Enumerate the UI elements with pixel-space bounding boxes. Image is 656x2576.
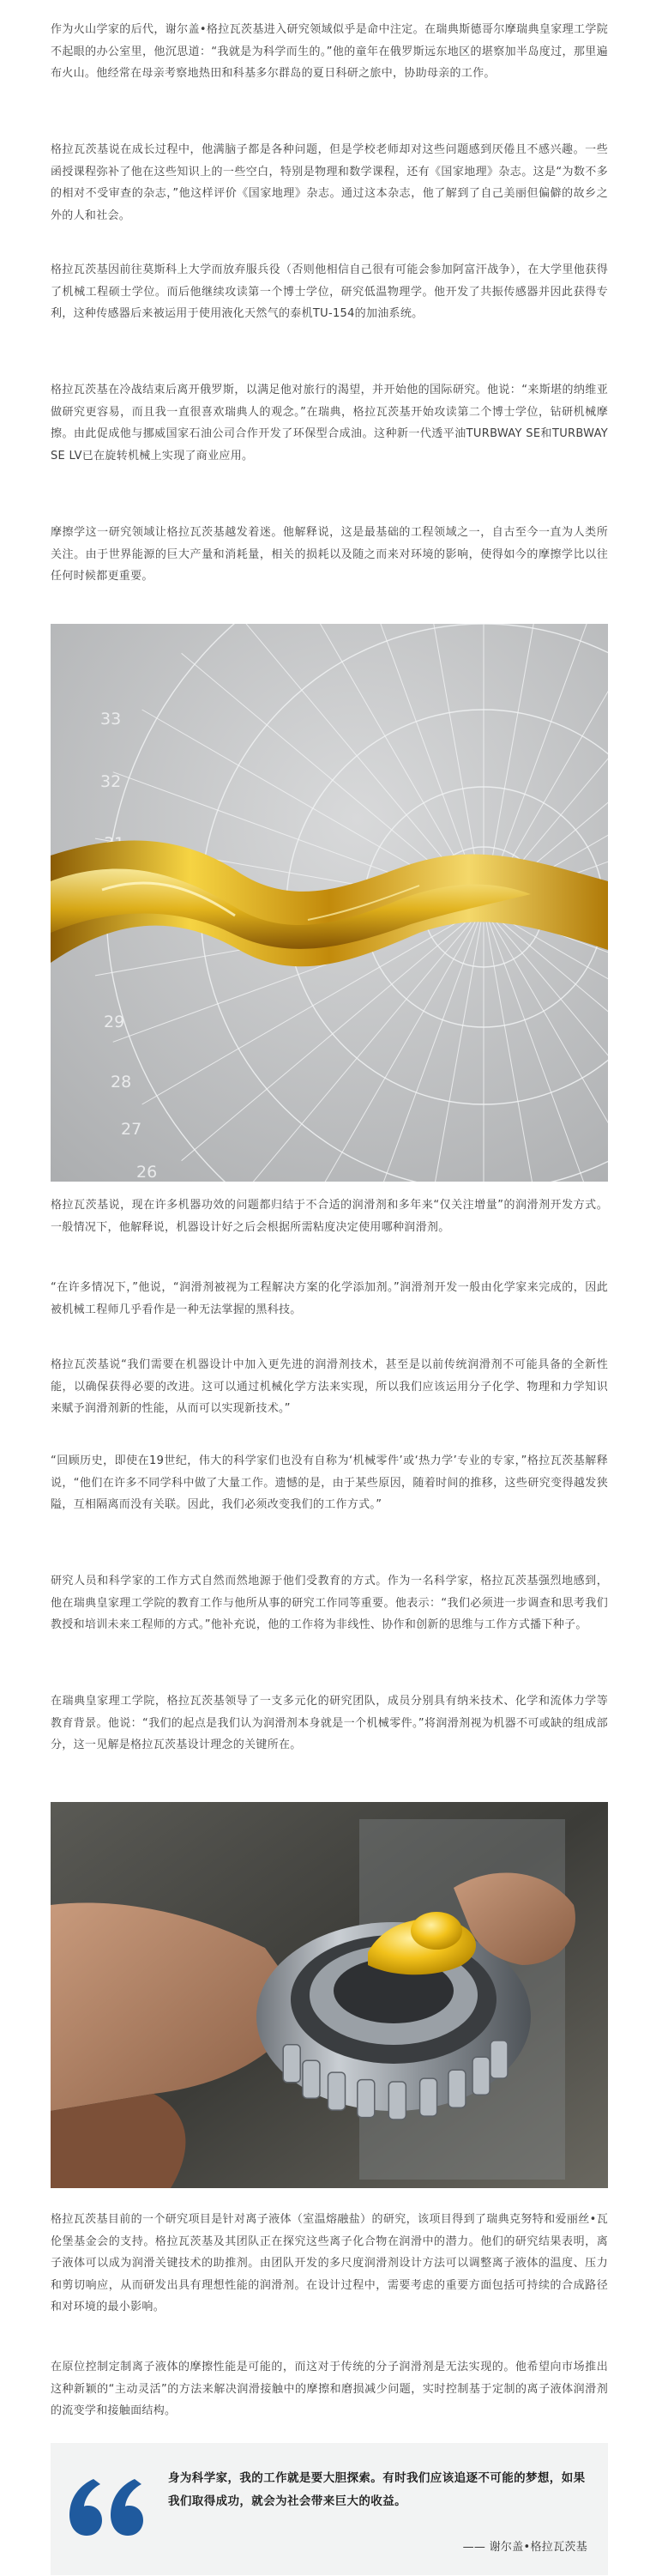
paragraph: 研究人员和科学家的工作方式自然而然地源于他们受教育的方式。作为一名科学家，格拉瓦茨基强烈地感到，他在瑞典皇家理工学院的教育工作与他所从事的研究工作同等重要。他表示：“我们必须进一步调查和思考我们教授和培训未来工程师的方式。”他补充说，他的工作将为非线性、协作和创新的思维与工作方式播下种子。 [51,1575,608,1631]
quote-mark-icon [68,2477,145,2537]
paragraph: 在原位控制定制离子液体的摩擦性能是可能的，而这对于传统的分子润滑剂是无法实现的。他希望向市场推出这种新颖的“主动灵活”的方法来解决润滑接触中的摩擦和磨损减少问题，实时控制基于定制的离子液体润滑剂的流变学和接触面结构。 [51,2361,608,2417]
paragraph: 格拉瓦茨基说“我们需要在机器设计中加入更先进的润滑剂技术，甚至是以前传统润滑剂不可能具备的全新性能，以确保获得必要的改进。这可以通过机械化学方法来实现，所以我们应该运用分子化学、物理和力学知识来赋予润滑剂新的性能，从而可以实现新技术。” [51,1358,608,1415]
gauge-number: 32 [100,772,122,791]
bearing-roller [358,2080,375,2118]
paragraph: 格拉瓦茨基因前往莫斯科上大学而放弃服兵役（否则他相信自己很有可能会参加阿富汗战争），在大学里他获得了机械工程硕士学位。而后他继续攻读第一个博士学位，研究低温物理学。他开发了共振传感器并因此获得专利，这种传感器后来被运用于使用液化天然气的泰机TU-154的加油系统。 [51,263,608,320]
bearing-roller [283,2045,300,2083]
pull-quote [51,2443,608,2575]
quote-text: 身为科学家，我的工作就是要大胆探索。有时我们应该追逐不可能的梦想，如果我们取得成功，就会为社会带来巨大的收益。 [168,2471,586,2508]
paragraph: 作为火山学家的后代，谢尔盖•格拉瓦茨基进入研究领域似乎是命中注定。在瑞典斯德哥尔摩瑞典皇家理工学院不起眼的办公室里，他沉思道：“我就是为科学而生的。”他的童年在俄罗斯远东地区的堪察加半岛度过，那里遍布火山。他经常在母亲考察地热田和科基多尔群岛的夏日科研之旅中，协助母亲的工作。 [51,23,608,80]
bearing-roller [420,2078,437,2116]
bearing-roller [490,2041,508,2078]
paragraph: 摩擦学这一研究领域让格拉瓦茨基越发着迷。他解释说，这是最基础的工程领域之一，自古至今一直为人类所关注。由于世界能源的巨大产量和消耗量，相关的损耗以及随之而来对环境的影响，使得如今的摩擦学比以往任何时候都更重要。 [51,526,608,583]
bearing-roller [472,2057,490,2095]
paragraph: “在许多情况下，”他说，“润滑剂被视为工程解决方案的化学添加剂。”润滑剂开发一般由化学家来完成的，因此被机械工程师几乎看作是一种无法掌握的黑科技。 [51,1281,608,1316]
bearing-roller [448,2070,466,2107]
paragraph: 格拉瓦茨基目前的一个研究项目是针对离子液体（室温熔融盐）的研究，该项目得到了瑞典克努特和爱丽丝•瓦伦堡基金会的支持。格拉瓦茨基及其团队正在探究这些离子化合物在润滑中的潜力。他们的研究结果表明，离子液体可以成为润滑关键技术的助推剂。由团队开发的多尺度润滑剂设计方法可以调整离子液体的温度、压力和剪切响应，从而研发出具有理想性能的润滑剂。在设计过程中，需要考虑的重要方面包括可持续的合成路径和对环境的最小影响。 [51,2213,608,2313]
gauge-number: 26 [136,1163,158,1182]
bearing-roller [388,2082,406,2119]
paragraph: 格拉瓦茨基在冷战结束后离开俄罗斯，以满足他对旅行的渴望，并开始他的国际研究。他说：“来斯堪的纳维亚做研究更容易，而且我一直很喜欢瑞典人的观念。”在瑞典，格拉瓦茨基开始攻读第二个博士学位，钻研机械摩擦。由此促成他与挪威国家石油公司合作开发了环保型合成油。这种新一代透平油TURBWAY SE和TURBWAY SE LV已在旋转机械上实现了商业应用。 [51,384,608,463]
gauge-number: 29 [104,1013,125,1031]
gauge-number: 33 [100,710,122,729]
paragraph: 在瑞典皇家理工学院，格拉瓦茨基领导了一支多元化的研究团队，成员分别具有纳米技术、化学和流体力学等教育背景。他说：“我们的起点是我们认为润滑剂本身就是一个机械零件。”将润滑剂视为机器不可或缺的组成部分，这一见解是格拉瓦茨基设计理念的关键所在。 [51,1695,608,1751]
paragraph: 格拉瓦茨基说在成长过程中，他满脑子都是各种问题，但是学校老师却对这些问题感到厌倦且不感兴趣。一些函授课程弥补了他在这些知识上的一些空白，特别是物理和数学课程，还有《国家地理》杂志。这是“为数不多的相对不受审查的杂志，”他这样评价《国家地理》杂志。通过这本杂志，他了解到了自己美丽但偏僻的故乡之外的人和社会。 [51,143,608,222]
gauge-number: 28 [111,1073,132,1091]
quote-attribution: —— 谢尔盖•格拉瓦茨基 [462,2541,587,2554]
bearing-grease-photo [51,1802,608,2188]
paragraph: “回顾历史，即使在19世纪，伟大的科学家们也没有自称为‘机械零件’或‘热力学’专业的专家，”格拉瓦茨基解释说，“他们在许多不同学科中做了大量工作。遗憾的是，由于某些原因，随着时间的推移，这些研究变得越发狭隘，互相隔离而没有关联。因此，我们必须改变我们的工作方式。” [51,1454,608,1511]
oil-wave-photo [51,624,608,1182]
bearing-roller [328,2072,346,2110]
gauge-number: 27 [121,1120,142,1139]
bearing-roller [303,2060,320,2098]
paragraph: 格拉瓦茨基说，现在许多机器功效的问题都归结于不合适的润滑剂和多年来“仅关注增量”的润滑剂开发方式。一般情况下，他解释说，机器设计好之后会根据所需粘度决定使用哪种润滑剂。 [51,1199,608,1234]
